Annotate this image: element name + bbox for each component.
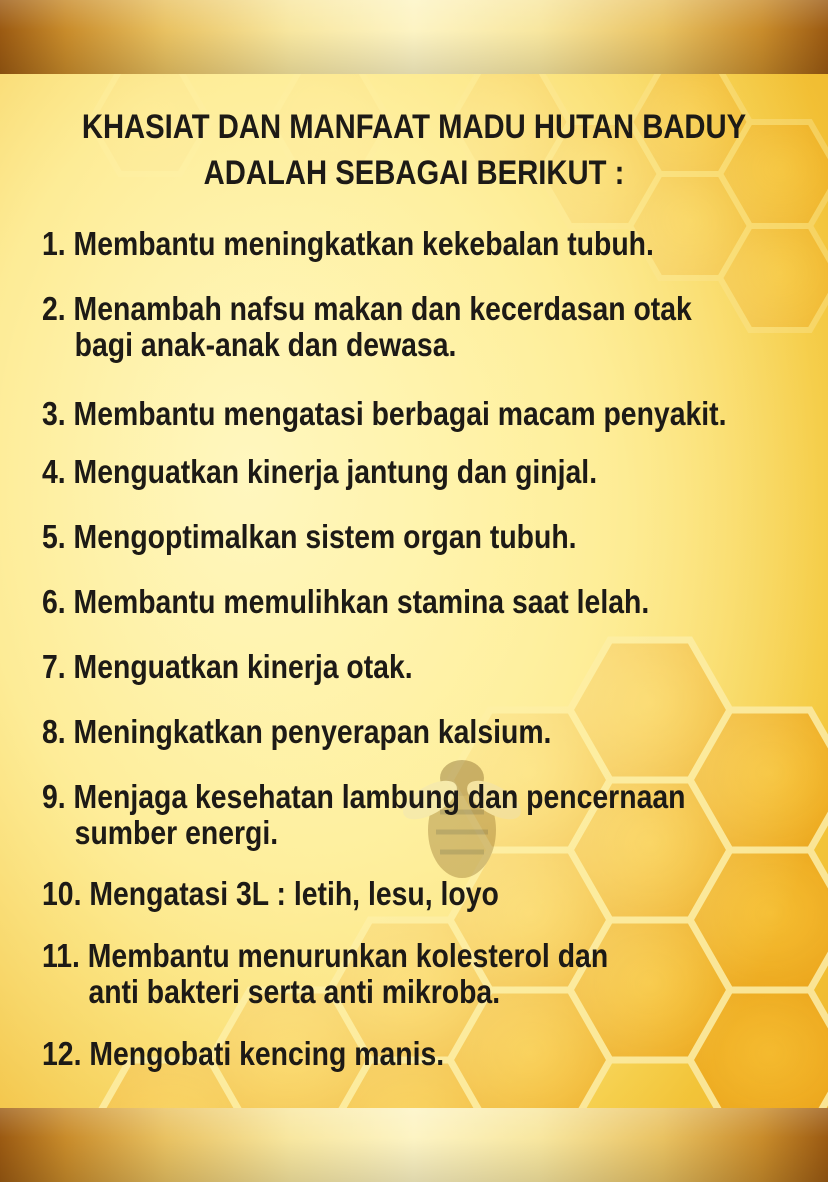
item-text: 8. Meningkatkan penyerapan kalsium. — [42, 713, 552, 750]
list-item — [42, 584, 782, 620]
item-text: 1. Membantu meningkatkan kekebalan tubuh. — [42, 225, 654, 262]
list-item — [42, 396, 782, 432]
top-gold-band — [0, 0, 828, 74]
list-item — [42, 454, 782, 490]
list-item — [42, 291, 782, 363]
list-item — [42, 519, 782, 555]
list-item — [42, 714, 782, 750]
item-text: 3. Membantu mengatasi berbagai macam penyakit. — [42, 395, 727, 432]
list-item — [42, 779, 782, 851]
item-text: 10. Mengatasi 3L : letih, lesu, loyo — [42, 875, 499, 912]
list-item — [42, 938, 782, 1010]
item-text-continuation: sumber energi. — [74, 814, 279, 851]
title-line-2: ADALAH SEBAGAI BERIKUT : — [203, 154, 625, 192]
item-text: 5. Mengoptimalkan sistem organ tubuh. — [42, 518, 577, 555]
item-text: 7. Menguatkan kinerja otak. — [42, 648, 413, 685]
item-text-continuation: anti bakteri serta anti mikroba. — [88, 973, 501, 1010]
item-text: 12. Mengobati kencing manis. — [42, 1035, 445, 1072]
list-item — [42, 1036, 782, 1072]
poster-title — [58, 104, 770, 196]
list-item — [42, 226, 782, 262]
item-text: 11. Membantu menurunkan kolesterol dan — [42, 937, 609, 974]
item-text: 2. Menambah nafsu makan dan kecerdasan otak — [42, 290, 692, 327]
item-text: 6. Membantu memulihkan stamina saat lelah. — [42, 583, 650, 620]
item-text: 4. Menguatkan kinerja jantung dan ginjal. — [42, 453, 598, 490]
list-item — [42, 876, 782, 912]
item-text-continuation: bagi anak-anak dan dewasa. — [74, 326, 457, 363]
bottom-gold-band — [0, 1108, 828, 1182]
item-text: 9. Menjaga kesehatan lambung dan pencernaan — [42, 778, 686, 815]
list-item — [42, 649, 782, 685]
title-line-1: KHASIAT DAN MANFAAT MADU HUTAN BADUY — [81, 108, 747, 146]
